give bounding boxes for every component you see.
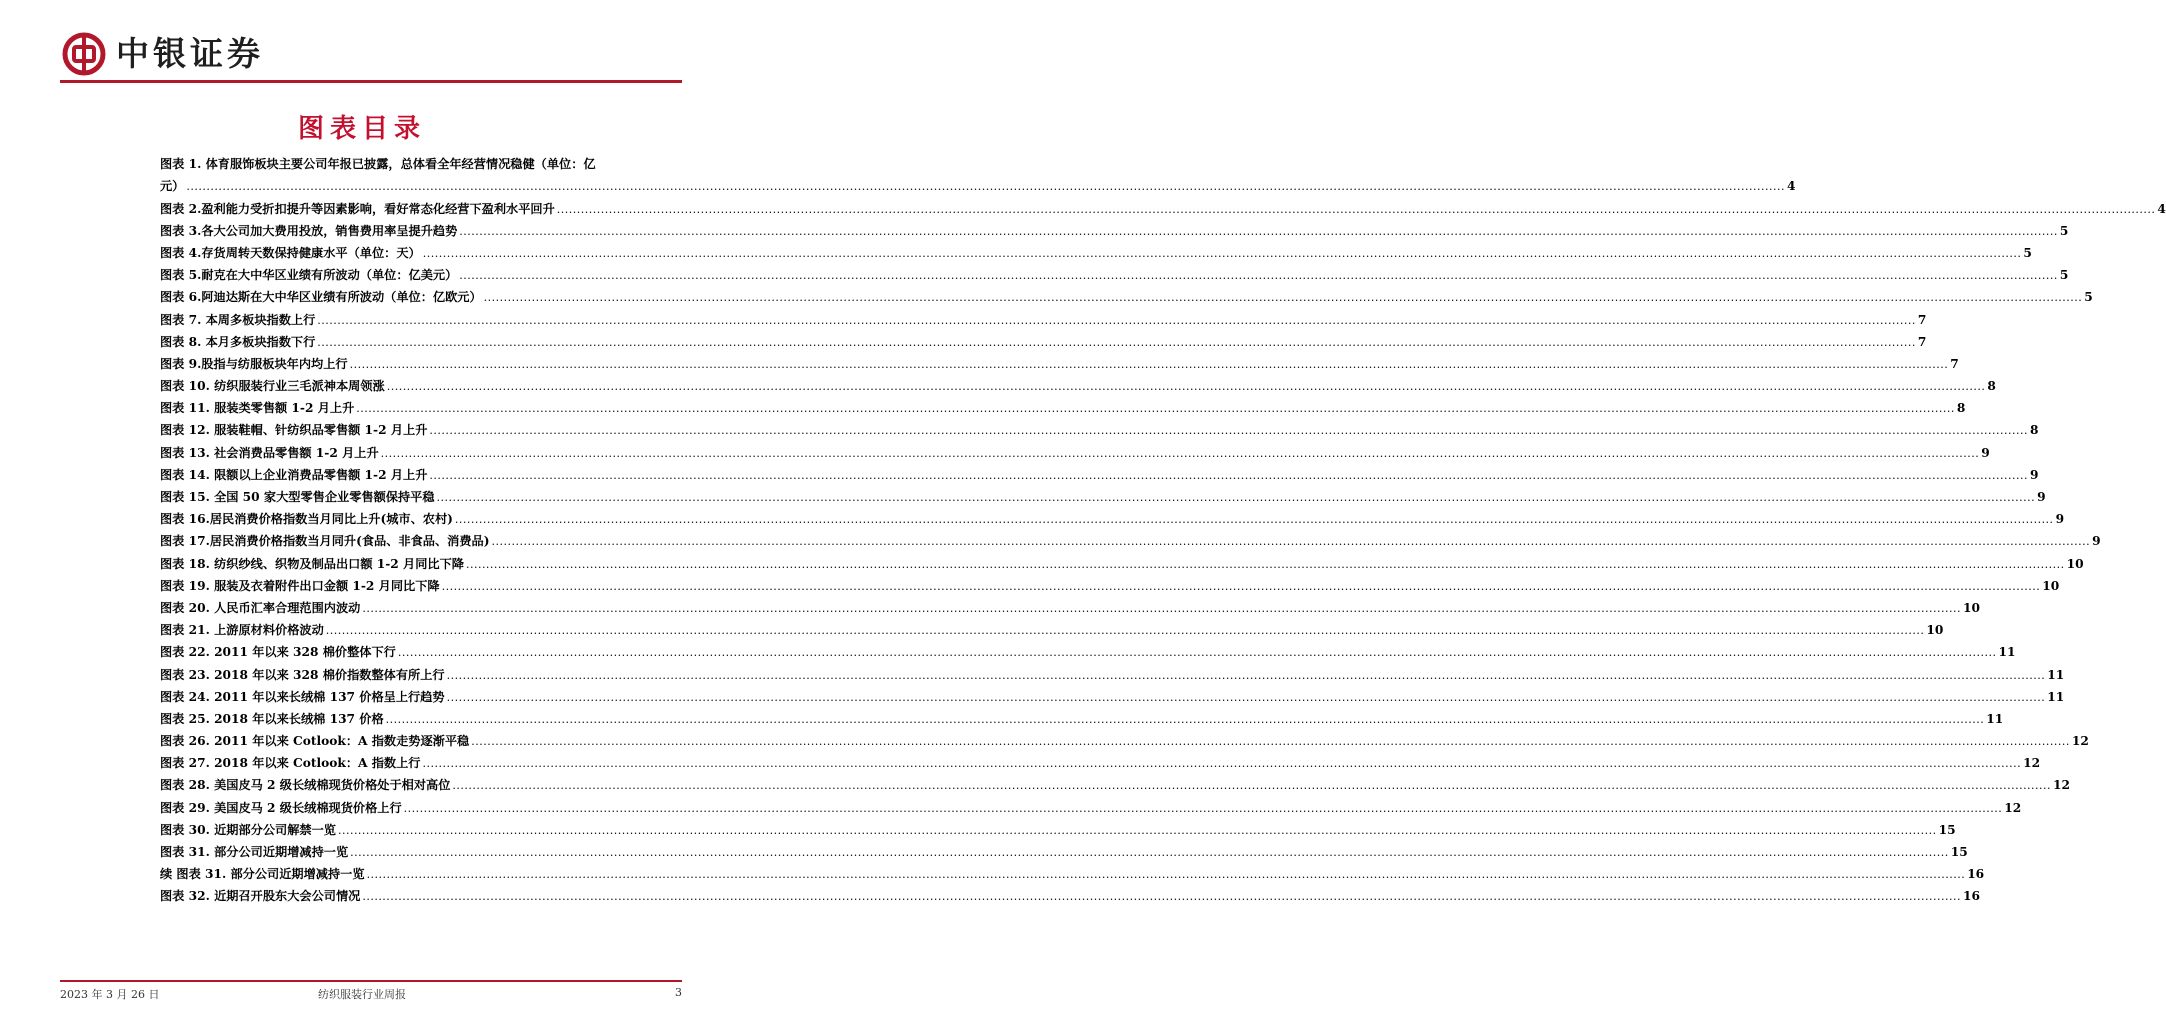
toc-entry-page: 8 xyxy=(1956,401,1966,416)
toc-leader-dots: ................................................................................................................................................................................................................................................................................................................................................................................................................ xyxy=(452,779,2052,793)
toc-leader-dots: ................................................................................................................................................................................................................................................................................................................................................................................................................ xyxy=(403,801,2003,815)
toc-entry-label: 图表 28. 美国皮马 2 级长绒棉现货价格处于相对高位 xyxy=(160,778,451,793)
toc-entry[interactable] xyxy=(160,527,2101,549)
brand-name: 中银证券 xyxy=(116,34,264,73)
toc-entry-page: 10 xyxy=(1962,600,1980,615)
toc-entry-page: 9 xyxy=(1981,445,1990,460)
toc-entry-label: 图表 18. 纺织纱线、织物及制品出口额 1-2 月同比下降 xyxy=(160,556,464,571)
toc-leader-dots: ................................................................................................................................................................................................................................................................................................................................................................................................................ xyxy=(317,335,1916,349)
toc-leader-dots: ................................................................................................................................................................................................................................................................................................................................................................................................................ xyxy=(325,624,1925,638)
toc-entry-page: 8 xyxy=(1987,379,1996,394)
toc-entry-page: 9 xyxy=(2092,534,2101,549)
toc-leader-dots: ................................................................................................................................................................................................................................................................................................................................................................................................................ xyxy=(436,491,2036,504)
toc-leader-dots: ................................................................................................................................................................................................................................................................................................................................................................................................................ xyxy=(556,202,2156,216)
toc-entry-page: 15 xyxy=(1950,845,1968,859)
toc-entry[interactable] xyxy=(160,705,2004,727)
toc-leader-dots: ................................................................................................................................................................................................................................................................................................................................................................................................................ xyxy=(446,690,2046,704)
toc-entry-label: 图表 19. 服装及衣着附件出口金额 1-2 月同比下降 xyxy=(160,578,440,593)
toc-entry[interactable] xyxy=(160,793,2022,815)
toc-entry-label: 图表 21. 上游原材料价格波动 xyxy=(160,623,324,638)
toc-entry-label: 图表 2.盈利能力受折扣提升等因素影响，看好常态化经营下盈利水平回升 xyxy=(160,201,555,216)
toc-entry-page: 5 xyxy=(2084,290,2093,305)
toc-entry[interactable] xyxy=(160,616,1944,638)
toc-entry[interactable] xyxy=(160,749,2041,771)
toc-leader-dots: ................................................................................................................................................................................................................................................................................................................................................................................................................ xyxy=(350,846,1949,859)
toc-entry-page: 12 xyxy=(2071,734,2089,749)
toc-entry-page: 11 xyxy=(1998,645,2016,660)
toc-entry-label: 图表 3.各大公司加大费用投放，销售费用率呈提升趋势 xyxy=(160,223,458,238)
toc-entry-label: 图表 1. 体育服饰板块主要公司年报已披露，总体看全年经营情况稳健（单位：亿 xyxy=(160,157,596,172)
toc-entry-page: 4 xyxy=(2157,201,2166,216)
toc-entry[interactable] xyxy=(160,461,2039,483)
toc-leader-dots: ................................................................................................................................................................................................................................................................................................................................................................................................................ xyxy=(317,313,1916,327)
toc-entry-page: 7 xyxy=(1950,356,1959,371)
toc-leader-dots: ................................................................................................................................................................................................................................................................................................................................................................................................................ xyxy=(362,890,1961,904)
toc-entry-page: 7 xyxy=(1917,334,1927,349)
toc-entry-page: 5 xyxy=(2059,223,2069,238)
toc-entry[interactable] xyxy=(160,483,2046,505)
toc-leader-dots: ................................................................................................................................................................................................................................................................................................................................................................................................................ xyxy=(459,224,2058,238)
toc-leader-dots: ................................................................................................................................................................................................................................................................................................................................................................................................................ xyxy=(380,446,1980,460)
toc-entry-page: 10 xyxy=(2066,556,2084,571)
toc-entry-page: 9 xyxy=(2037,490,2046,504)
toc-entry[interactable] xyxy=(160,594,1980,616)
toc-leader-dots: ................................................................................................................................................................................................................................................................................................................................................................................................................ xyxy=(337,823,1937,837)
toc-entry[interactable] xyxy=(160,150,682,172)
footer-report-type: 纺织服装行业周报 xyxy=(318,988,406,1001)
toc-entry[interactable] xyxy=(160,838,1968,860)
toc-entry-label: 图表 17.居民消费价格指数当月同升(食品、非食品、消费品) xyxy=(160,534,490,549)
toc-entry-page: 5 xyxy=(2059,268,2069,283)
bank-of-china-logo-icon xyxy=(62,32,106,76)
toc-entry-label: 图表 29. 美国皮马 2 级长绒棉现货价格上行 xyxy=(160,800,402,815)
toc-leader-dots: ................................................................................................................................................................................................................................................................................................................................................................................................................ xyxy=(465,557,2065,571)
toc-entry-page: 5 xyxy=(2023,245,2032,260)
toc-leader-dots: ................................................................................................................................................................................................................................................................................................................................................................................................................ xyxy=(429,468,2029,482)
header-divider xyxy=(60,80,682,83)
toc-entry[interactable] xyxy=(160,505,2065,527)
toc-entry[interactable] xyxy=(160,882,1980,904)
toc-entry-page: 15 xyxy=(1938,822,1956,837)
toc-entry[interactable] xyxy=(160,194,2166,216)
toc-entry-page: 11 xyxy=(1986,711,2004,726)
toc-entry[interactable] xyxy=(160,638,2016,660)
toc-entry[interactable] xyxy=(160,261,2069,283)
toc-leader-dots: ................................................................................................................................................................................................................................................................................................................................................................................................................ xyxy=(422,246,2022,260)
toc-entry-label: 图表 8. 本月多板块指数下行 xyxy=(160,334,316,349)
footer-date: 2023 年 3 月 26 日 xyxy=(60,988,160,1001)
toc-entry[interactable] xyxy=(160,350,1959,372)
toc-entry-label: 图表 26. 2011 年以来 Cotlook：A 指数走势逐渐平稳 xyxy=(160,734,470,749)
toc-entry-page: 4 xyxy=(1787,179,1796,194)
toc-entry-page: 12 xyxy=(2053,778,2071,793)
toc-entry-page: 8 xyxy=(2030,423,2039,438)
toc-leader-dots: ................................................................................................................................................................................................................................................................................................................................................................................................................ xyxy=(386,380,1986,394)
toc-entry[interactable] xyxy=(160,438,1990,460)
toc-entry-label: 元） xyxy=(160,179,185,194)
toc-leader-dots: ................................................................................................................................................................................................................................................................................................................................................................................................................ xyxy=(446,668,2046,682)
toc-leader-dots: ................................................................................................................................................................................................................................................................................................................................................................................................................ xyxy=(454,513,2054,527)
toc-entry-page: 7 xyxy=(1917,312,1927,327)
toc-entry[interactable] xyxy=(160,771,2071,793)
toc-leader-dots: ................................................................................................................................................................................................................................................................................................................................................................................................................ xyxy=(483,291,2083,305)
toc-entry[interactable] xyxy=(160,660,2065,682)
toc-entry[interactable] xyxy=(160,816,1956,838)
toc-entry-label: 图表 25. 2018 年以来长绒棉 137 价格 xyxy=(160,711,384,726)
toc-leader-dots: ................................................................................................................................................................................................................................................................................................................................................................................................................ xyxy=(186,180,1786,194)
toc-entry[interactable] xyxy=(160,394,1966,416)
toc-entry-label: 图表 5.耐克在大中华区业绩有所波动（单位：亿美元） xyxy=(160,268,458,283)
toc-entry-page: 10 xyxy=(1926,623,1944,638)
toc-entry-page: 11 xyxy=(2047,667,2065,682)
toc-entry-page: 12 xyxy=(2004,800,2022,815)
toc-entry-label: 图表 16.居民消费价格指数当月同比上升(城市、农村) xyxy=(160,512,453,527)
toc-entry[interactable] xyxy=(160,328,1927,350)
toc-entry-label: 图表 9.股指与纺服板块年内均上行 xyxy=(160,356,348,371)
toc-leader-dots: ................................................................................................................................................................................................................................................................................................................................................................................................................ xyxy=(356,402,1955,416)
toc-entry-label: 图表 30. 近期部分公司解禁一览 xyxy=(160,822,336,837)
footer-page-number: 3 xyxy=(675,986,682,999)
toc-entry-label: 图表 22. 2011 年以来 328 棉价整体下行 xyxy=(160,645,396,660)
toc-entry[interactable] xyxy=(160,283,2093,305)
toc-leader-dots: ................................................................................................................................................................................................................................................................................................................................................................................................................ xyxy=(471,735,2070,749)
toc-entry[interactable] xyxy=(160,217,2069,239)
toc-leader-dots: ................................................................................................................................................................................................................................................................................................................................................................................................................ xyxy=(441,579,2041,593)
toc-entry-label: 续 图表 31. 部分公司近期增减持一览 xyxy=(160,867,365,882)
toc-entry-continuation[interactable] xyxy=(160,172,1796,194)
table-of-figures xyxy=(160,150,2166,904)
toc-entry[interactable] xyxy=(160,239,2032,261)
footer-divider xyxy=(60,980,682,982)
toc-leader-dots: ................................................................................................................................................................................................................................................................................................................................................................................................................ xyxy=(397,646,1997,660)
toc-leader-dots: ................................................................................................................................................................................................................................................................................................................................................................................................................ xyxy=(429,424,2029,438)
toc-entry-label: 图表 31. 部分公司近期增减持一览 xyxy=(160,845,349,859)
toc-leader-dots: ................................................................................................................................................................................................................................................................................................................................................................................................................ xyxy=(491,535,2091,549)
toc-entry-page: 10 xyxy=(2042,578,2060,593)
toc-leader-dots: ................................................................................................................................................................................................................................................................................................................................................................................................................ xyxy=(349,357,1949,371)
toc-entry-page: 9 xyxy=(2030,467,2039,482)
toc-entry[interactable] xyxy=(160,416,2039,438)
toc-entry-page: 16 xyxy=(1967,867,1985,882)
toc-entry[interactable] xyxy=(160,572,2060,594)
toc-entry-label: 图表 23. 2018 年以来 328 棉价指数整体有所上行 xyxy=(160,667,445,682)
toc-entry-page: 9 xyxy=(2055,512,2065,527)
toc-leader-dots: ................................................................................................................................................................................................................................................................................................................................................................................................................ xyxy=(385,712,1985,726)
toc-entry[interactable] xyxy=(160,549,2084,571)
toc-leader-dots: ................................................................................................................................................................................................................................................................................................................................................................................................................ xyxy=(422,757,2022,771)
toc-entry[interactable] xyxy=(160,860,1985,882)
toc-entry[interactable] xyxy=(160,372,1996,394)
toc-entry-page: 11 xyxy=(2047,689,2065,704)
toc-entry-page: 16 xyxy=(1962,889,1980,904)
toc-entry[interactable] xyxy=(160,683,2065,705)
toc-entry-label: 图表 6.阿迪达斯在大中华区业绩有所波动（单位：亿欧元） xyxy=(160,290,482,305)
toc-leader-dots: ................................................................................................................................................................................................................................................................................................................................................................................................................ xyxy=(459,269,2058,283)
toc-entry-label: 图表 7. 本周多板块指数上行 xyxy=(160,312,316,327)
toc-leader-dots: ................................................................................................................................................................................................................................................................................................................................................................................................................ xyxy=(366,868,1966,882)
toc-entry-label: 图表 12. 服装鞋帽、针纺织品零售额 1-2 月上升 xyxy=(160,423,428,438)
toc-entry-page: 12 xyxy=(2023,756,2041,771)
brand-logo xyxy=(62,32,264,76)
toc-entry-label: 图表 32. 近期召开股东大会公司情况 xyxy=(160,889,361,904)
toc-entry[interactable] xyxy=(160,305,1927,327)
page-title: 图表目录 xyxy=(297,114,426,144)
toc-entry-label: 图表 13. 社会消费品零售额 1-2 月上升 xyxy=(160,445,379,460)
toc-entry[interactable] xyxy=(160,727,2089,749)
toc-entry-label: 图表 15. 全国 50 家大型零售企业零售额保持平稳 xyxy=(160,490,435,504)
toc-entry-label: 图表 4.存货周转天数保持健康水平（单位：天） xyxy=(160,245,421,260)
toc-entry-label: 图表 27. 2018 年以来 Cotlook：A 指数上行 xyxy=(160,756,421,771)
toc-entry-label: 图表 24. 2011 年以来长绒棉 137 价格呈上行趋势 xyxy=(160,689,445,704)
toc-entry-label: 图表 20. 人民币汇率合理范围内波动 xyxy=(160,600,361,615)
toc-entry-label: 图表 14. 限额以上企业消费品零售额 1-2 月上升 xyxy=(160,467,428,482)
toc-entry-label: 图表 11. 服装类零售额 1-2 月上升 xyxy=(160,401,355,416)
toc-leader-dots: ................................................................................................................................................................................................................................................................................................................................................................................................................ xyxy=(362,601,1961,615)
toc-entry-label: 图表 10. 纺织服装行业三毛派神本周领涨 xyxy=(160,379,385,394)
